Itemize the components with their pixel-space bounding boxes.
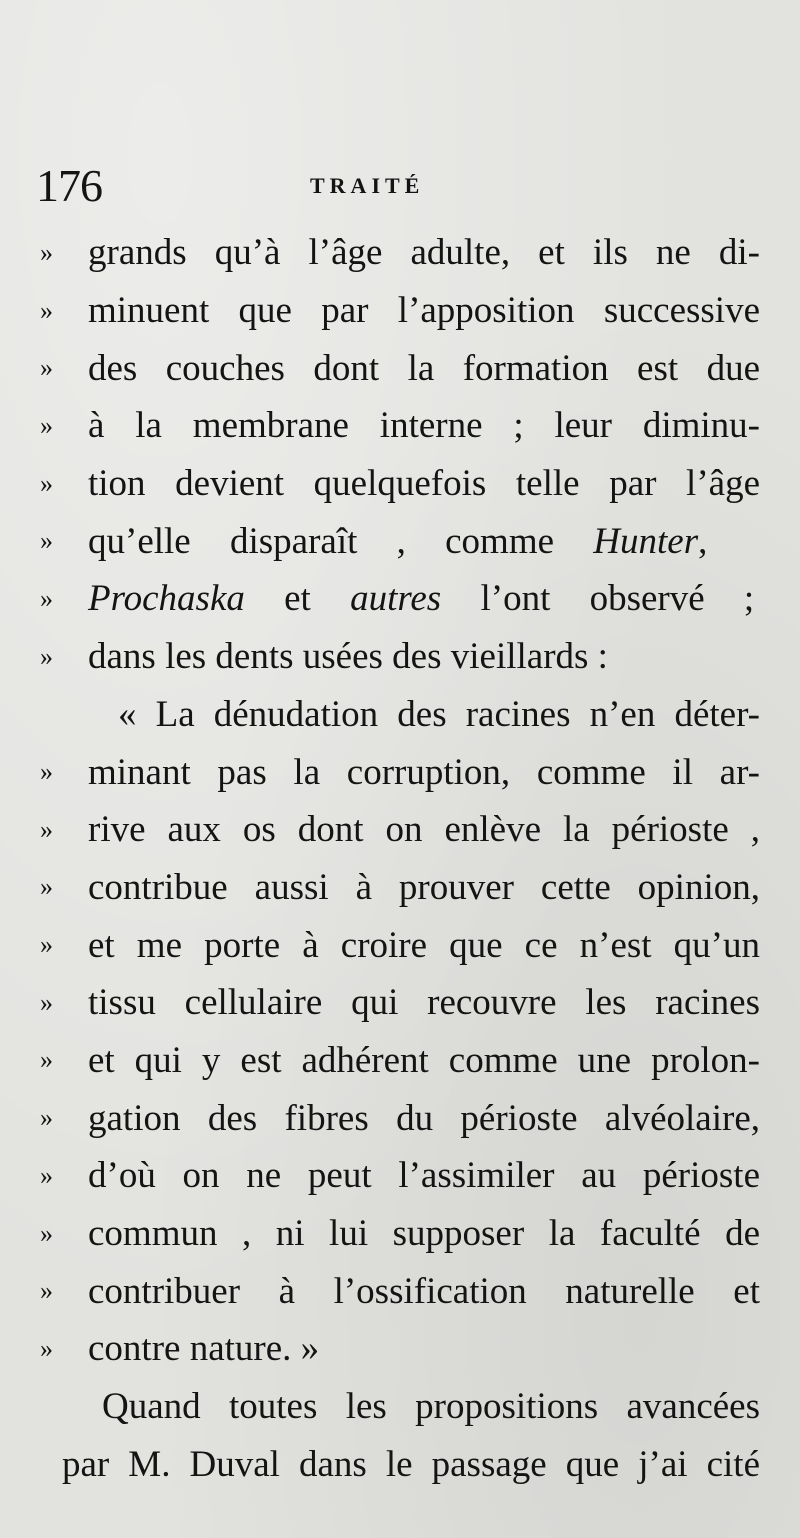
text-segment: commun , ni lui supposer la faculté de [88, 1213, 760, 1255]
quote-mark: » [40, 1045, 53, 1075]
text-line [38, 743, 760, 801]
text-line [38, 801, 760, 859]
quote-mark: » [40, 1218, 53, 1248]
quote-mark: » [40, 1276, 53, 1306]
text-segment: par M. Duval dans le passage que j’ai cité [62, 1443, 760, 1485]
text-segment: contribuer à l’ossification naturelle et [88, 1270, 760, 1312]
line-text [88, 866, 760, 909]
text-line [38, 1032, 760, 1090]
line-text [88, 404, 760, 447]
line-text [88, 520, 760, 563]
quote-mark: » [40, 295, 53, 325]
text-segment: et me porte à croire que ce n’est qu’un [88, 924, 760, 966]
line-text [88, 981, 760, 1024]
text-segment: contre nature. » [88, 1328, 320, 1370]
quote-mark: » [40, 237, 53, 267]
text-segment: tissu cellulaire qui recouvre les racines [88, 982, 760, 1024]
quote-mark: » [40, 757, 53, 787]
text-segment: et qui y est adhérent comme une prolon- [88, 1039, 760, 1081]
quote-mark: » [40, 987, 53, 1017]
text-line [38, 224, 760, 282]
body-text [38, 224, 760, 1493]
line-text [118, 693, 760, 736]
quote-mark: » [40, 1160, 53, 1190]
text-segment: tion devient quelquefois telle par l’âge [88, 463, 760, 505]
text-segment: rive aux os dont on enlève la périoste , [88, 809, 760, 851]
line-text [88, 577, 760, 620]
quote-mark: » [40, 1103, 53, 1133]
text-segment: d’où on ne peut l’assimiler au périoste [88, 1155, 760, 1197]
text-segment: dans les dents usées des vieillards : [88, 636, 608, 678]
line-text [88, 808, 760, 851]
quote-mark: » [40, 410, 53, 440]
quote-mark: » [40, 1333, 53, 1363]
italic-text: Prochaska [88, 578, 245, 620]
text-segment: l’ont observé ; [441, 578, 755, 620]
text-segment: , [698, 520, 708, 562]
text-segment: minuent que par l’apposition successive [88, 290, 760, 332]
text-line [38, 397, 760, 455]
line-text [88, 1154, 760, 1197]
text-segment: minant pas la corruption, comme il ar- [88, 751, 760, 793]
quote-mark: » [40, 872, 53, 902]
line-text [88, 231, 760, 274]
line-text [62, 1443, 760, 1486]
text-line [38, 512, 760, 570]
text-line [38, 1320, 760, 1378]
page-number: 176 [36, 160, 102, 211]
text-line [38, 1262, 760, 1320]
line-text [88, 924, 760, 967]
line-text [88, 1270, 760, 1313]
text-line [38, 916, 760, 974]
text-line [38, 1089, 760, 1147]
text-line [38, 570, 760, 628]
line-text [88, 751, 760, 794]
text-segment: gation des fibres du périoste alvéolaire, [88, 1097, 760, 1139]
line-text [88, 462, 760, 505]
running-head: TRAITÉ [310, 173, 425, 198]
text-segment: et [244, 578, 351, 620]
text-line [38, 974, 760, 1032]
text-segment: « La dénudation des racines n’en déter- [118, 693, 760, 735]
quote-mark: » [40, 930, 53, 960]
quote-mark: » [40, 526, 53, 556]
italic-text: autres [350, 578, 442, 620]
text-line [38, 1205, 760, 1263]
text-segment: à la membrane interne ; leur diminu- [88, 405, 760, 447]
line-text [88, 1097, 760, 1140]
line-text [102, 1385, 760, 1428]
line-text [88, 1039, 760, 1082]
text-line [38, 859, 760, 917]
text-line [38, 1147, 760, 1205]
text-line [38, 686, 760, 744]
quote-mark: » [40, 814, 53, 844]
line-text [88, 635, 760, 678]
italic-text: Hunter [593, 520, 699, 562]
text-segment: des couches dont la formation est due [88, 347, 760, 389]
text-segment: qu’elle disparaît , comme [88, 520, 594, 562]
quote-mark: » [40, 468, 53, 498]
text-segment: contribue aussi à prouver cette opinion, [88, 866, 760, 908]
text-segment: grands qu’à l’âge adulte, et ils ne di- [88, 232, 760, 274]
text-segment: Quand toutes les propositions avancées [102, 1386, 760, 1428]
line-text [88, 1212, 760, 1255]
quote-mark: » [40, 641, 53, 671]
text-line [38, 1378, 760, 1436]
line-text [88, 347, 760, 390]
line-text [88, 1327, 760, 1370]
page-header [36, 156, 756, 216]
quote-mark: » [40, 583, 53, 613]
text-line [38, 1435, 760, 1493]
text-line [38, 455, 760, 513]
quote-mark: » [40, 353, 53, 383]
line-text [88, 289, 760, 332]
text-line [38, 282, 760, 340]
text-line [38, 628, 760, 686]
text-line [38, 339, 760, 397]
